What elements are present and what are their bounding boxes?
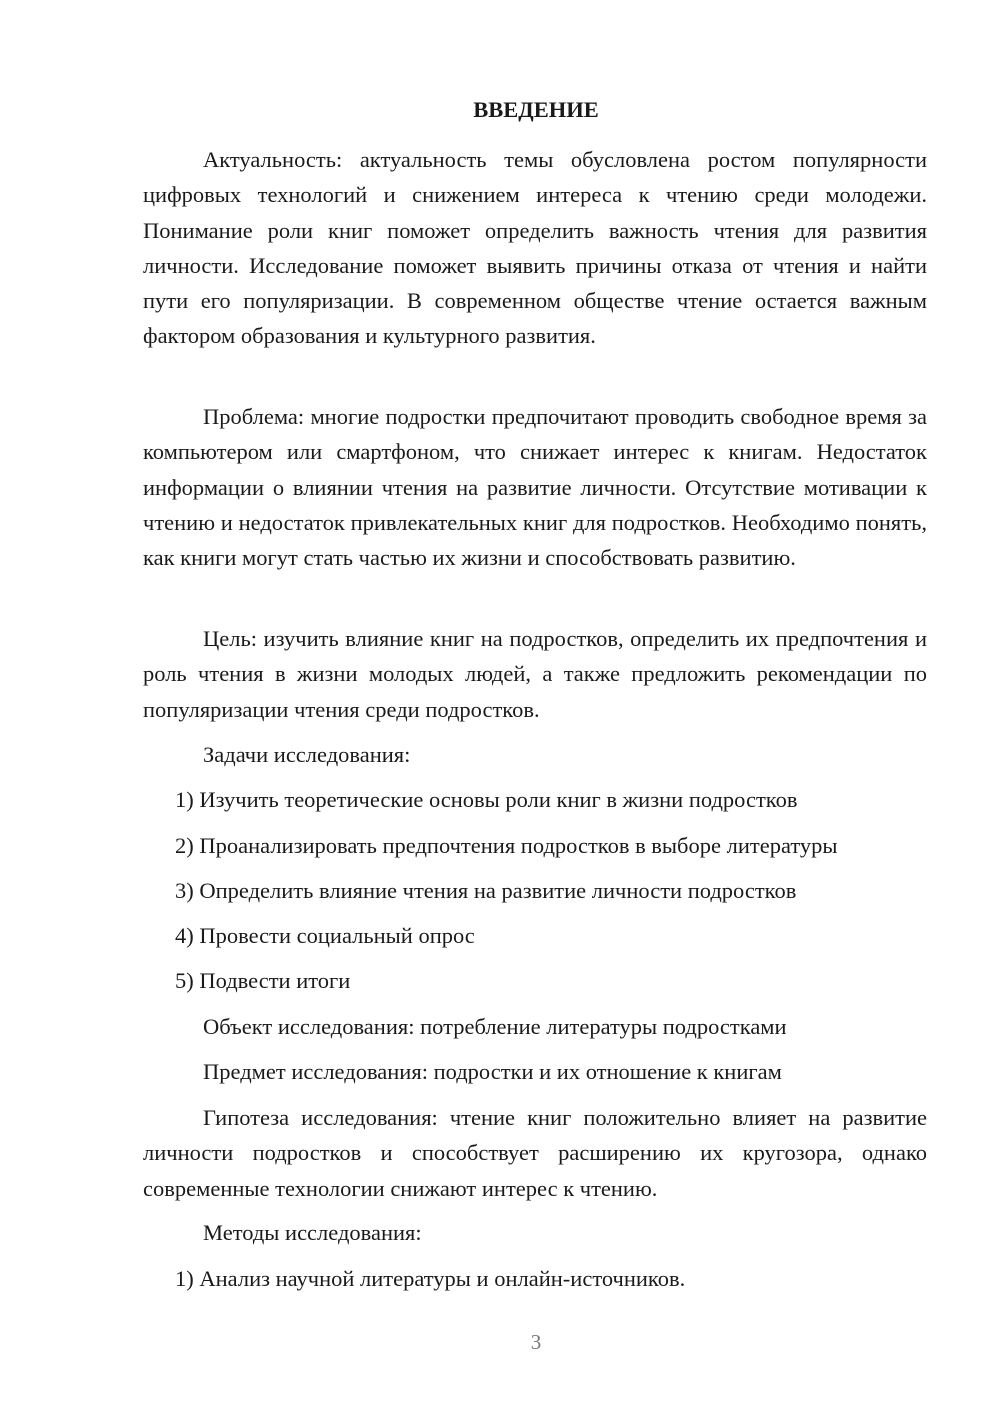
goal-paragraph: Цель: изучить влияние книг на подростков, определить их предпочтения и роль чтения в жизни молодых людей, а также предложить рекомендации по популяризации чтения среди подростков. xyxy=(143,626,927,722)
task-item: 4) Провести социальный опрос xyxy=(175,923,475,948)
task-item: 5) Подвести итоги xyxy=(175,968,351,993)
page-number: 3 xyxy=(530,1330,542,1354)
task-item: 1) Изучить теоретические основы роли книг в жизни подростков xyxy=(175,787,798,812)
hypothesis-paragraph: Гипотеза исследования: чтение книг положительно влияет на развитие личности подростков и способствует расширению их кругозора, однако современные технологии снижают интерес к чтению. xyxy=(143,1105,927,1201)
task-item: 2) Проанализировать предпочтения подростков в выборе литературы xyxy=(175,833,838,858)
method-item: 1) Анализ научной литературы и онлайн-источников. xyxy=(175,1266,686,1291)
relevance-paragraph: Актуальность: актуальность темы обусловлена ростом популярности цифровых технологий и снижением интереса к чтению среди молодежи. Понимание роли книг поможет определить важность чтения для развития личности. Исследование поможет выявить причины отказа от чтения и найти пути его популяризации. В современном обществе чтение остается важным фактором образования и культурного развития. xyxy=(143,147,927,349)
object-line: Объект исследования: потребление литературы подростками xyxy=(203,1014,787,1039)
problem-paragraph: Проблема: многие подростки предпочитают проводить свободное время за компьютером или смартфоном, что снижает интерес к книгам. Недостаток информации о влиянии чтения на развитие личности. Отсутствие мотивации к чтению и недостаток привлекательных книг для подростков. Необходимо понять, как книги могут стать частью их жизни и способствовать развитию. xyxy=(143,404,927,571)
methods-heading: Методы исследования: xyxy=(203,1220,422,1245)
task-item: 3) Определить влияние чтения на развитие личности подростков xyxy=(175,878,797,903)
document-title: ВВЕДЕНИЕ xyxy=(473,97,599,122)
subject-line: Предмет исследования: подростки и их отношение к книгам xyxy=(203,1059,782,1084)
tasks-heading: Задачи исследования: xyxy=(203,742,411,767)
